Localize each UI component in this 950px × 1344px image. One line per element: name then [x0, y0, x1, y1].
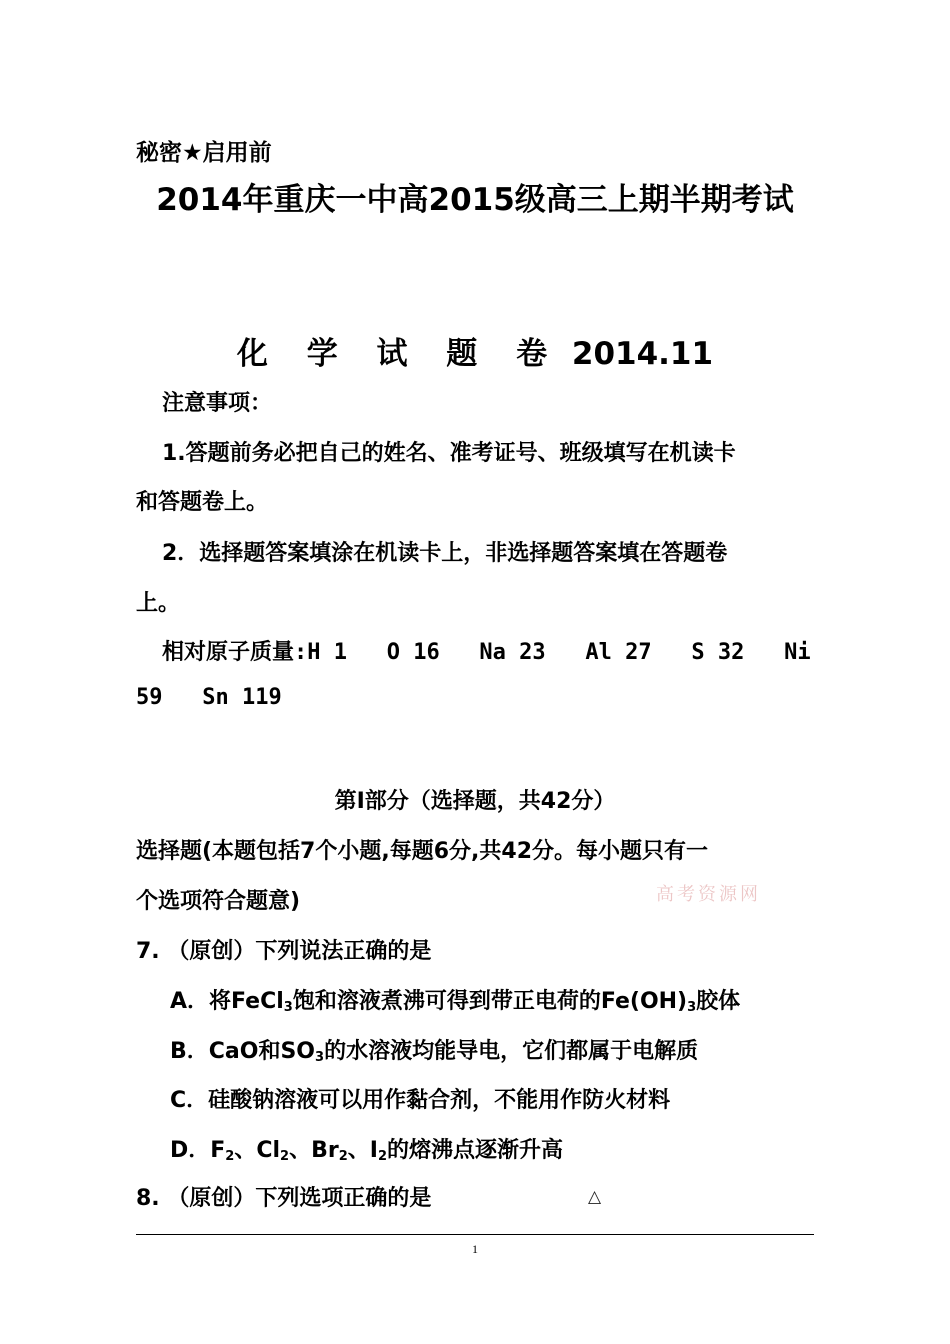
- question-7-stem: 7. （原创）下列说法正确的是: [136, 939, 432, 964]
- notice-item-1-line-2: 和答题卷上。: [136, 490, 269, 515]
- question-7-option-a: A．将FeCl$_3$饱和溶液煮沸可得到带正电荷的$Fe(OH)_3$胶体: [170, 989, 741, 1015]
- question-7-option-c: C．硅酸钠溶液可以用作黏合剂，不能用作防火材料: [170, 1088, 671, 1113]
- atomic-mass-line-2: 59 Sn 119: [136, 685, 282, 710]
- atomic-mass-line-1: 相对原子质量:H 1 O 16 Na 23 Al 27 S 32 Ni: [162, 640, 811, 665]
- page-number: 1: [472, 1242, 478, 1256]
- triangle-mark: △: [588, 1187, 602, 1207]
- notice-heading: 注意事项：: [162, 391, 273, 416]
- question-8-stem: 8. （原创）下列选项正确的是: [136, 1186, 432, 1211]
- exam-date: 2014.11: [571, 336, 714, 372]
- watermark-stamp: 高考资源网: [656, 884, 761, 905]
- confidential-label: 秘密★启用前: [136, 140, 272, 166]
- question-7-option-d: D．$F_2$、$Cl_2$、$Br_2$、$I_2$的熔沸点逐渐升高: [170, 1138, 563, 1164]
- notice-item-2-line-2: 上。: [136, 591, 181, 616]
- question-7-option-b: B．CaO和$SO_3$的水溶液均能导电，它们都属于电解质: [170, 1039, 699, 1065]
- section-intro-line-2: 个选项符合题意): [136, 889, 301, 914]
- footer-divider: [136, 1234, 814, 1235]
- section-intro-line-1: 选择题(本题包括7个小题,每题6分,共42分。每小题只有一: [136, 839, 709, 864]
- exam-title: 2014年重庆一中高2015级高三上期半期考试: [156, 182, 794, 218]
- notice-item-1-line-1: 1.答题前务必把自己的姓名、准考证号、班级填写在机读卡: [162, 441, 736, 466]
- section-heading: 第Ⅰ部分（选择题，共42分）: [334, 789, 616, 814]
- notice-item-2-line-1: 2．选择题答案填涂在机读卡上，非选择题答案填在答题卷: [162, 541, 728, 566]
- exam-subtitle: [136, 328, 814, 373]
- subject-label: 化 学 试 题 卷: [236, 336, 562, 372]
